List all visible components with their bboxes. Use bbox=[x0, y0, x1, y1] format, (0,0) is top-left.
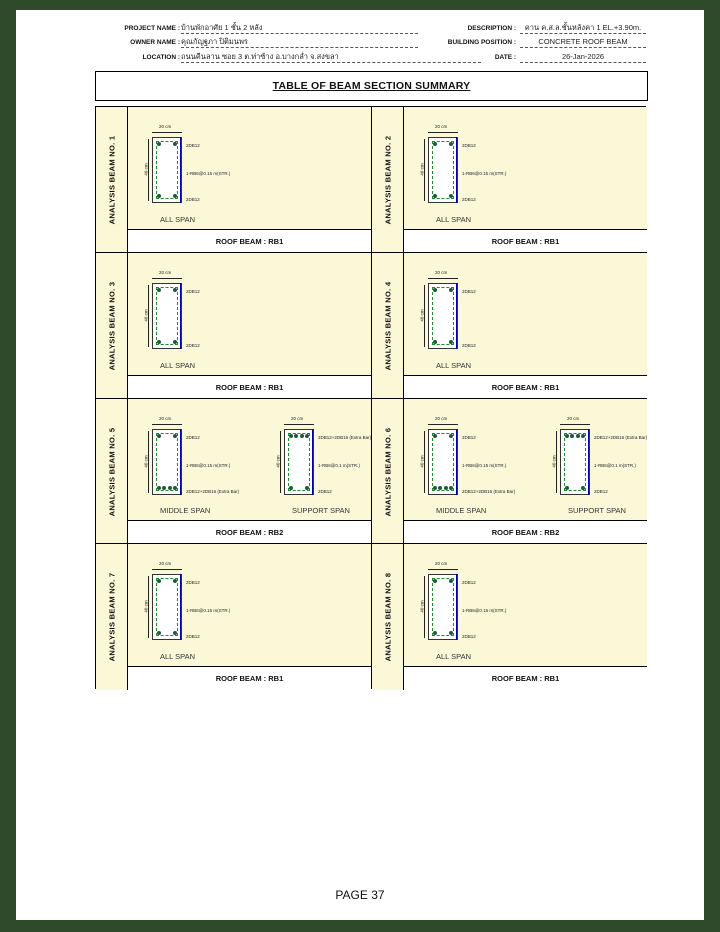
bottom-rebar-label: 2DB12 bbox=[462, 343, 476, 348]
section-edge bbox=[180, 283, 183, 349]
beam-height-label: 40 cm bbox=[551, 455, 557, 468]
beam-width-label: 20 cm bbox=[435, 561, 448, 566]
stirrup bbox=[156, 433, 178, 491]
stirrup-label: 1-RB6@0.1 m(STR.) bbox=[594, 463, 636, 468]
bottom-rebar bbox=[157, 194, 161, 198]
beam-section-drawing bbox=[143, 117, 268, 217]
beam-drawing-area bbox=[128, 107, 371, 229]
beam-section-drawing bbox=[551, 409, 676, 509]
top-rebar-label: 2DB12 bbox=[462, 289, 476, 294]
beam-cell bbox=[96, 399, 371, 544]
beam-width-label: 20 cm bbox=[435, 270, 448, 275]
width-dimension-line bbox=[152, 424, 182, 425]
beam-height-label: 40 cm bbox=[143, 600, 149, 613]
beam-cell bbox=[372, 544, 647, 690]
span-label: ALL SPAN bbox=[160, 361, 196, 370]
section-edge bbox=[180, 574, 183, 640]
beam-number-label-cell bbox=[372, 253, 404, 399]
bottom-rebar bbox=[173, 194, 177, 198]
beam-height-label: 40 cm bbox=[143, 163, 149, 176]
beam-cell bbox=[372, 107, 647, 253]
beam-drawing-area bbox=[128, 253, 371, 375]
table-title: TABLE OF BEAM SECTION SUMMARY bbox=[272, 80, 471, 92]
section-edge bbox=[456, 429, 459, 495]
bottom-rebar bbox=[168, 486, 172, 490]
top-rebar bbox=[157, 288, 161, 292]
top-rebar bbox=[173, 579, 177, 583]
beam-number-label: ANALYSIS BEAM NO. 1 bbox=[107, 135, 116, 225]
bottom-rebar-label: 2DB12 bbox=[594, 489, 608, 494]
beam-height-label: 40 cm bbox=[419, 455, 425, 468]
top-rebar bbox=[433, 142, 437, 146]
width-dimension-line bbox=[152, 569, 182, 570]
section-edge bbox=[456, 137, 459, 203]
beam-number-label-cell bbox=[96, 544, 128, 690]
document-page bbox=[16, 10, 704, 920]
top-rebar bbox=[433, 434, 437, 438]
width-dimension-line bbox=[428, 132, 458, 133]
bottom-rebar-label: 2DB12 bbox=[186, 197, 200, 202]
section-edge bbox=[588, 429, 591, 495]
beam-cell bbox=[372, 399, 647, 544]
stirrup-label: 1-RB6@0.1 m(STR.) bbox=[318, 463, 360, 468]
beam-section-drawing bbox=[143, 554, 268, 654]
beam-cell bbox=[96, 107, 371, 253]
location-value: ถนนคีนลาน ซอย 3 ต.ท่าซ้าง อ.บางกล่ำ จ.สงขลา bbox=[181, 51, 481, 63]
stirrup bbox=[156, 141, 178, 199]
bottom-rebar bbox=[565, 486, 569, 490]
top-rebar-label: 2DB12+2DB16 (Extra Bar) bbox=[318, 435, 372, 440]
building-position-value: CONCRETE ROOF BEAM bbox=[520, 36, 646, 48]
top-rebar-label: 2DB12 bbox=[186, 435, 200, 440]
beam-height-label: 40 cm bbox=[419, 163, 425, 176]
stirrup-label: 1-RB6@0.15 m(STR.) bbox=[462, 608, 507, 613]
owner-name-value: คุณกัญฐภา ปิติมนพร bbox=[181, 36, 418, 48]
project-name-value: บ้านพักอาศัย 1 ชั้น 2 หลัง bbox=[181, 22, 418, 34]
beam-section-drawing bbox=[143, 263, 268, 363]
top-rebar bbox=[576, 434, 580, 438]
bottom-rebar bbox=[433, 194, 437, 198]
bottom-rebar-label: 2DB12 bbox=[186, 343, 200, 348]
stirrup-label: 1-RB6@0.15 m(STR.) bbox=[462, 171, 507, 176]
span-label: MIDDLE SPAN bbox=[436, 506, 487, 515]
top-rebar-label: 2DB12 bbox=[186, 143, 200, 148]
beam-width-label: 20 cm bbox=[159, 416, 172, 421]
bottom-rebar bbox=[433, 486, 437, 490]
beam-width-label: 20 cm bbox=[435, 416, 448, 421]
roof-beam-label: ROOF BEAM : RB1 bbox=[404, 375, 647, 399]
stirrup bbox=[432, 141, 454, 199]
width-dimension-line bbox=[284, 424, 314, 425]
beam-width-label: 20 cm bbox=[159, 124, 172, 129]
beam-drawing-area bbox=[404, 107, 647, 229]
bottom-rebar bbox=[157, 631, 161, 635]
stirrup bbox=[432, 433, 454, 491]
beam-section-drawing bbox=[143, 409, 268, 509]
bottom-rebar-label: 2DB12 bbox=[318, 489, 332, 494]
stirrup-label: 1-RB6@0.15 m(STR.) bbox=[462, 463, 507, 468]
beam-width-label: 20 cm bbox=[291, 416, 304, 421]
beam-drawing-area bbox=[404, 253, 647, 375]
span-label: ALL SPAN bbox=[160, 215, 196, 224]
beam-section-drawing bbox=[419, 409, 544, 509]
top-rebar bbox=[449, 288, 453, 292]
column-divider bbox=[371, 107, 372, 688]
bottom-rebar bbox=[173, 631, 177, 635]
beam-cell bbox=[96, 253, 371, 399]
top-rebar bbox=[449, 579, 453, 583]
bottom-rebar bbox=[289, 486, 293, 490]
top-rebar bbox=[157, 434, 161, 438]
location-label: LOCATION : bbox=[142, 54, 180, 61]
beam-width-label: 20 cm bbox=[567, 416, 580, 421]
top-rebar bbox=[289, 434, 293, 438]
top-rebar bbox=[157, 579, 161, 583]
beam-number-label-cell bbox=[96, 253, 128, 399]
width-dimension-line bbox=[560, 424, 590, 425]
beam-width-label: 20 cm bbox=[159, 561, 172, 566]
top-rebar bbox=[570, 434, 574, 438]
roof-beam-label: ROOF BEAM : RB1 bbox=[128, 666, 371, 690]
roof-beam-label: ROOF BEAM : RB1 bbox=[128, 229, 371, 253]
width-dimension-line bbox=[152, 278, 182, 279]
owner-name-label: OWNER NAME : bbox=[130, 39, 180, 46]
beam-number-label-cell bbox=[96, 107, 128, 253]
roof-beam-label: ROOF BEAM : RB2 bbox=[404, 520, 647, 544]
bottom-rebar bbox=[449, 486, 453, 490]
top-rebar-label: 2DB12 bbox=[462, 143, 476, 148]
page-number: PAGE 37 bbox=[335, 888, 385, 902]
width-dimension-line bbox=[428, 278, 458, 279]
stirrup bbox=[288, 433, 310, 491]
top-rebar bbox=[449, 142, 453, 146]
beam-height-label: 40 cm bbox=[275, 455, 281, 468]
beam-number-label: ANALYSIS BEAM NO. 6 bbox=[383, 427, 392, 516]
bottom-rebar bbox=[173, 486, 177, 490]
bottom-rebar bbox=[449, 631, 453, 635]
width-dimension-line bbox=[428, 424, 458, 425]
section-edge bbox=[180, 429, 183, 495]
beam-summary-table bbox=[95, 106, 646, 689]
description-value: คาน ค.ส.ล.ชั้นหลังคา 1 EL.+3.90m. bbox=[520, 22, 646, 34]
section-edge bbox=[456, 574, 459, 640]
project-name-label: PROJECT NAME : bbox=[124, 25, 180, 32]
top-rebar bbox=[433, 288, 437, 292]
beam-height-label: 40 cm bbox=[143, 309, 149, 322]
span-label: ALL SPAN bbox=[436, 652, 472, 661]
roof-beam-label: ROOF BEAM : RB1 bbox=[404, 666, 647, 690]
beam-drawing-area bbox=[404, 399, 647, 520]
beam-height-label: 40 cm bbox=[419, 309, 425, 322]
bottom-rebar-label: 2DB12 bbox=[462, 634, 476, 639]
bottom-rebar bbox=[305, 486, 309, 490]
beam-drawing-area bbox=[128, 544, 371, 666]
stirrup bbox=[432, 287, 454, 345]
beam-section-drawing bbox=[419, 117, 544, 217]
beam-number-label-cell bbox=[372, 399, 404, 544]
top-rebar bbox=[305, 434, 309, 438]
beam-number-label-cell bbox=[96, 399, 128, 544]
stirrup bbox=[156, 287, 178, 345]
top-rebar bbox=[173, 288, 177, 292]
span-label: MIDDLE SPAN bbox=[160, 506, 211, 515]
top-rebar bbox=[157, 142, 161, 146]
bottom-rebar-label: 2DB12 bbox=[462, 197, 476, 202]
stirrup bbox=[564, 433, 586, 491]
stirrup bbox=[432, 578, 454, 636]
top-rebar-label: 2DB12 bbox=[462, 580, 476, 585]
bottom-rebar-label: 2DB12+2DB16 (Extra Bar) bbox=[462, 489, 516, 494]
stirrup-label: 1-RB6@0.15 m(STR.) bbox=[186, 608, 231, 613]
section-edge bbox=[456, 283, 459, 349]
top-rebar bbox=[173, 142, 177, 146]
beam-drawing-area bbox=[404, 544, 647, 666]
width-dimension-line bbox=[428, 569, 458, 570]
date-label: DATE : bbox=[494, 54, 516, 61]
date-value: 26-Jan-2026 bbox=[520, 51, 646, 63]
bottom-rebar bbox=[173, 340, 177, 344]
stirrup-label: 1-RB6@0.15 m(STR.) bbox=[186, 171, 231, 176]
top-rebar bbox=[565, 434, 569, 438]
bottom-rebar bbox=[581, 486, 585, 490]
beam-section-drawing bbox=[419, 263, 544, 363]
top-rebar-label: 2DB12 bbox=[462, 435, 476, 440]
top-rebar bbox=[294, 434, 298, 438]
beam-number-label-cell bbox=[372, 107, 404, 253]
beam-section-drawing bbox=[419, 554, 544, 654]
beam-number-label: ANALYSIS BEAM NO. 4 bbox=[383, 281, 392, 371]
beam-number-label: ANALYSIS BEAM NO. 3 bbox=[107, 281, 116, 371]
beam-cell bbox=[96, 544, 371, 690]
building-position-label: BUILDING POSITION : bbox=[447, 39, 516, 46]
span-label: ALL SPAN bbox=[160, 652, 196, 661]
span-label: SUPPORT SPAN bbox=[292, 506, 350, 515]
bottom-rebar bbox=[157, 486, 161, 490]
section-edge bbox=[180, 137, 183, 203]
section-edge bbox=[312, 429, 315, 495]
beam-number-label: ANALYSIS BEAM NO. 5 bbox=[107, 427, 116, 516]
stirrup bbox=[156, 578, 178, 636]
bottom-rebar bbox=[449, 194, 453, 198]
bottom-rebar-label: 2DB12+2DB16 (Extra Bar) bbox=[186, 489, 240, 494]
top-rebar bbox=[581, 434, 585, 438]
roof-beam-label: ROOF BEAM : RB1 bbox=[404, 229, 647, 253]
top-rebar bbox=[433, 579, 437, 583]
bottom-rebar bbox=[449, 340, 453, 344]
beam-cell bbox=[372, 253, 647, 399]
span-label: SUPPORT SPAN bbox=[568, 506, 626, 515]
beam-number-label-cell bbox=[372, 544, 404, 690]
top-rebar-label: 2DB12 bbox=[186, 289, 200, 294]
bottom-rebar bbox=[433, 340, 437, 344]
top-rebar bbox=[449, 434, 453, 438]
beam-height-label: 40 cm bbox=[143, 455, 149, 468]
description-label: DESCRIPTION : bbox=[467, 25, 516, 32]
bottom-rebar bbox=[157, 340, 161, 344]
beam-drawing-area bbox=[128, 399, 371, 520]
bottom-rebar bbox=[438, 486, 442, 490]
beam-width-label: 20 cm bbox=[435, 124, 448, 129]
roof-beam-label: ROOF BEAM : RB2 bbox=[128, 520, 371, 544]
roof-beam-label: ROOF BEAM : RB1 bbox=[128, 375, 371, 399]
beam-number-label: ANALYSIS BEAM NO. 7 bbox=[107, 572, 116, 662]
stirrup-label: 1-RB6@0.15 m(STR.) bbox=[186, 463, 231, 468]
top-rebar bbox=[300, 434, 304, 438]
bottom-rebar bbox=[162, 486, 166, 490]
span-label: ALL SPAN bbox=[436, 361, 472, 370]
beam-height-label: 40 cm bbox=[419, 600, 425, 613]
top-rebar-label: 2DB12+2DB16 (Extra Bar) bbox=[594, 435, 648, 440]
width-dimension-line bbox=[152, 132, 182, 133]
bottom-rebar bbox=[444, 486, 448, 490]
top-rebar-label: 2DB12 bbox=[186, 580, 200, 585]
beam-number-label: ANALYSIS BEAM NO. 2 bbox=[383, 135, 392, 225]
top-rebar bbox=[173, 434, 177, 438]
span-label: ALL SPAN bbox=[436, 215, 472, 224]
beam-width-label: 20 cm bbox=[159, 270, 172, 275]
bottom-rebar bbox=[433, 631, 437, 635]
table-title-box bbox=[95, 71, 648, 101]
beam-number-label: ANALYSIS BEAM NO. 8 bbox=[383, 572, 392, 662]
bottom-rebar-label: 2DB12 bbox=[186, 634, 200, 639]
